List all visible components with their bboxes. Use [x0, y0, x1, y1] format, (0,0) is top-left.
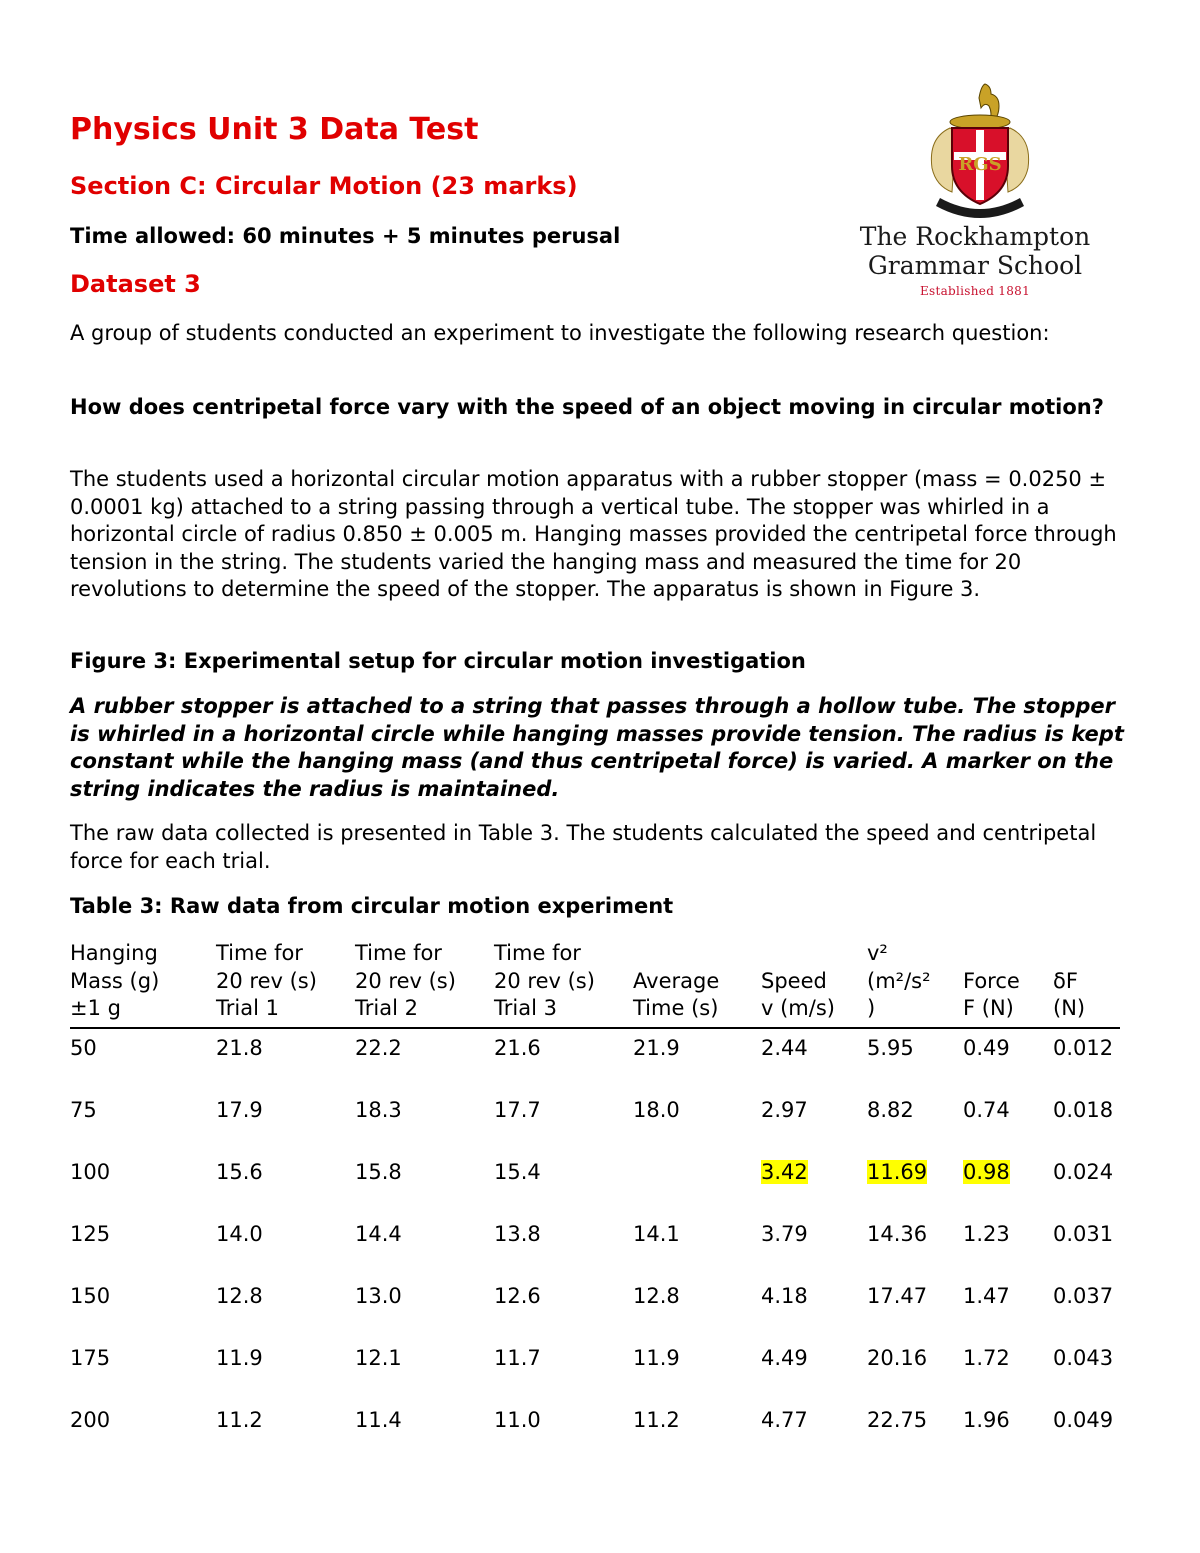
table-cell: [867, 1401, 963, 1463]
cell-value: 21.6: [494, 1035, 541, 1060]
table-cell: [1053, 1277, 1120, 1339]
cell-value: 12.8: [216, 1283, 263, 1308]
table-cell: [70, 1215, 216, 1277]
cell-value: 12.1: [355, 1345, 402, 1370]
cell-value: 15.8: [355, 1159, 402, 1184]
cell-value: 1.96: [963, 1407, 1010, 1432]
column-header-line: v (m/s): [761, 996, 835, 1020]
column-header-line: δF: [1053, 968, 1078, 993]
cell-value: 0.012: [1053, 1035, 1114, 1060]
table-row: [70, 1277, 1120, 1339]
column-header-line: F (N): [963, 996, 1014, 1020]
table-cell: [1053, 1401, 1120, 1463]
table-cell: [355, 1215, 494, 1277]
cell-value: 0.49: [963, 1035, 1010, 1060]
cell-value: 13.8: [494, 1221, 541, 1246]
table-cell: [216, 1277, 355, 1339]
table-row: [70, 1153, 1120, 1215]
table-cell: [494, 1339, 633, 1401]
column-header-line: Trial 3: [494, 996, 557, 1020]
table-cell: [70, 1028, 216, 1091]
cell-value: 0.049: [1053, 1407, 1114, 1432]
cell-value: 1.47: [963, 1283, 1010, 1308]
column-header: [633, 940, 761, 1028]
cell-value: 11.2: [216, 1407, 263, 1432]
table-row: [70, 1028, 1120, 1091]
table-cell: [494, 1277, 633, 1339]
cell-value: 3.79: [761, 1221, 808, 1246]
column-header-line: v²: [867, 941, 888, 965]
column-header: [963, 940, 1053, 1028]
table-cell: [867, 1091, 963, 1153]
column-header: [355, 940, 494, 1028]
table-cell: [1053, 1153, 1120, 1215]
column-header: [216, 940, 355, 1028]
table-cell: [494, 1028, 633, 1091]
school-name: [830, 222, 1120, 298]
cell-value: 21.9: [633, 1035, 680, 1060]
table-cell: [216, 1028, 355, 1091]
cell-value: 0.018: [1053, 1097, 1114, 1122]
table-cell: [633, 1028, 761, 1091]
column-header-line: Speed: [761, 968, 827, 993]
column-header: [494, 940, 633, 1028]
column-header-line: Time for: [494, 941, 581, 965]
cell-value: 5.95: [867, 1035, 914, 1060]
column-header-line: Trial 1: [216, 996, 279, 1020]
cell-value: 11.69: [867, 1159, 928, 1184]
cell-value: 11.4: [355, 1407, 402, 1432]
table-cell: [494, 1153, 633, 1215]
table-cell: [355, 1401, 494, 1463]
table-cell: [216, 1091, 355, 1153]
column-header-line: Force: [963, 968, 1020, 993]
cell-value: 125: [70, 1221, 111, 1246]
table-cell: [963, 1215, 1053, 1277]
table-cell: [963, 1091, 1053, 1153]
cell-value: 0.043: [1053, 1345, 1114, 1370]
table-title: Table 3: Raw data from circular motion experiment: [70, 894, 674, 918]
cell-value: 11.2: [633, 1407, 680, 1432]
research-question: How does centripetal force vary with the speed of an object moving in circular motion?: [70, 395, 1104, 419]
cell-value: 22.75: [867, 1407, 928, 1432]
table-cell: [494, 1091, 633, 1153]
time-allowed: Time allowed: 60 minutes + 5 minutes perusal: [70, 224, 621, 248]
table-row: [70, 1339, 1120, 1401]
table-cell: [355, 1028, 494, 1091]
cell-value: 4.77: [761, 1407, 808, 1432]
school-name-line2: Grammar School: [867, 251, 1083, 280]
cell-value: 1.72: [963, 1345, 1010, 1370]
method-paragraph: The students used a horizontal circular motion apparatus with a rubber stopper (mass = 0.0250 ± 0.0001 kg) attached to a string passing through a vertical tube. The stopper was whirled in a horizontal circle of radius 0.850 ± 0.005 m. Hanging masses provided the centripetal force through tension in the string. The students varied the hanging mass and measured the time for 20 revolutions to determine the speed of the stopper. The apparatus is shown in Figure 3.: [70, 467, 1117, 601]
table-cell: [633, 1091, 761, 1153]
cell-value: 11.7: [494, 1345, 541, 1370]
table-cell: [963, 1339, 1053, 1401]
school-established: Established 1881: [919, 284, 1031, 298]
school-name-line1: The Rockhampton: [859, 222, 1091, 251]
data-table: [70, 940, 1120, 1463]
table-cell: [761, 1215, 867, 1277]
table-cell: [70, 1339, 216, 1401]
table-cell: [70, 1153, 216, 1215]
page-title: Physics Unit 3 Data Test: [70, 112, 479, 147]
table-cell: [216, 1401, 355, 1463]
crest-letters: RGS: [958, 154, 1002, 175]
cell-value: 0.74: [963, 1097, 1010, 1122]
cell-value: 13.0: [355, 1283, 402, 1308]
table-cell: [867, 1339, 963, 1401]
table-cell: [1053, 1339, 1120, 1401]
cell-value: 14.36: [867, 1221, 928, 1246]
table-header-row: [70, 940, 1120, 1028]
table-cell: [761, 1339, 867, 1401]
cell-value: 18.0: [633, 1097, 680, 1122]
cell-value: 20.16: [867, 1345, 928, 1370]
cell-value: 175: [70, 1345, 111, 1370]
cell-value: 150: [70, 1283, 111, 1308]
table-cell: [633, 1339, 761, 1401]
cell-value: 8.82: [867, 1097, 914, 1122]
table-cell: [633, 1215, 761, 1277]
cell-value: 4.49: [761, 1345, 808, 1370]
table-cell: [867, 1028, 963, 1091]
cell-value: 14.0: [216, 1221, 263, 1246]
table-cell: [355, 1091, 494, 1153]
cell-value: 12.6: [494, 1283, 541, 1308]
cell-value: 15.6: [216, 1159, 263, 1184]
table-row: [70, 1401, 1120, 1463]
cell-value: 12.8: [633, 1283, 680, 1308]
table-cell: [216, 1215, 355, 1277]
cell-value: 100: [70, 1159, 111, 1184]
section-heading: Section C: Circular Motion (23 marks): [70, 172, 578, 200]
column-header-line: Time for: [355, 941, 442, 965]
table-cell: [355, 1339, 494, 1401]
column-header: [761, 940, 867, 1028]
column-header-line: Average: [633, 968, 720, 993]
cell-value: 17.9: [216, 1097, 263, 1122]
table-row: [70, 1215, 1120, 1277]
table-cell: [963, 1277, 1053, 1339]
table-cell: [963, 1153, 1053, 1215]
cell-value: 15.4: [494, 1159, 541, 1184]
cell-value: 14.4: [355, 1221, 402, 1246]
table-cell: [867, 1277, 963, 1339]
column-header: [70, 940, 216, 1028]
table-cell: [355, 1277, 494, 1339]
cell-value: 22.2: [355, 1035, 402, 1060]
cell-value: 11.0: [494, 1407, 541, 1432]
cell-value: 75: [70, 1097, 97, 1122]
table-cell: [761, 1091, 867, 1153]
figure-title: Figure 3: Experimental setup for circular motion investigation: [70, 649, 806, 673]
column-header-line: Time (s): [633, 996, 719, 1020]
column-header: [867, 940, 963, 1028]
column-header-line: Mass (g): [70, 968, 160, 993]
cell-value: 21.8: [216, 1035, 263, 1060]
table-cell: [761, 1153, 867, 1215]
raw-data-paragraph: The raw data collected is presented in Table 3. The students calculated the speed and centripetal force for each trial.: [70, 821, 1097, 873]
cell-value: 11.9: [216, 1345, 263, 1370]
column-header-line: ±1 g: [70, 996, 121, 1020]
cell-value: 4.18: [761, 1283, 808, 1308]
table-cell: [633, 1153, 761, 1215]
dataset-heading: Dataset 3: [70, 270, 201, 298]
table-cell: [216, 1153, 355, 1215]
table-cell: [963, 1028, 1053, 1091]
table-cell: [867, 1153, 963, 1215]
intro-paragraph: A group of students conducted an experiment to investigate the following research question:: [70, 321, 1050, 345]
table-cell: [633, 1277, 761, 1339]
table-row: [70, 1091, 1120, 1153]
table-cell: [761, 1401, 867, 1463]
table-cell: [963, 1401, 1053, 1463]
cell-value: 0.024: [1053, 1159, 1114, 1184]
column-header: [1053, 940, 1120, 1028]
column-header-line: Time for: [216, 941, 303, 965]
table-cell: [216, 1339, 355, 1401]
cell-value: 2.97: [761, 1097, 808, 1122]
column-header-line: (m²/s²: [867, 968, 931, 993]
cell-value: 0.031: [1053, 1221, 1114, 1246]
column-header-line: 20 rev (s): [216, 968, 317, 993]
table-cell: [761, 1277, 867, 1339]
column-header-line: (N): [1053, 996, 1086, 1020]
column-header-line: Hanging: [70, 941, 158, 965]
table-cell: [1053, 1028, 1120, 1091]
cell-value: 14.1: [633, 1221, 680, 1246]
column-header-line: ): [867, 996, 876, 1020]
table-cell: [355, 1153, 494, 1215]
figure-caption: A rubber stopper is attached to a string that passes through a hollow tube. The stopper is whirled in a horizontal circle while hanging masses provide tension. The radius is kept constant while the hanging mass (and thus centripetal force) is varied. A marker on the string indicates the radius is maintained.: [70, 694, 1124, 801]
table-cell: [1053, 1215, 1120, 1277]
table-cell: [494, 1215, 633, 1277]
table-cell: [633, 1401, 761, 1463]
column-header-line: Trial 2: [355, 996, 418, 1020]
table-cell: [867, 1215, 963, 1277]
cell-value: 1.23: [963, 1221, 1010, 1246]
table-cell: [70, 1401, 216, 1463]
cell-value: 17.47: [867, 1283, 928, 1308]
cell-value: 0.98: [963, 1159, 1010, 1184]
column-header-line: 20 rev (s): [355, 968, 456, 993]
cell-value: 18.3: [355, 1097, 402, 1122]
table-cell: [70, 1277, 216, 1339]
cell-value: 17.7: [494, 1097, 541, 1122]
cell-value: 200: [70, 1407, 111, 1432]
cell-value: 2.44: [761, 1035, 808, 1060]
column-header-line: 20 rev (s): [494, 968, 595, 993]
table-cell: [761, 1028, 867, 1091]
cell-value: 11.9: [633, 1345, 680, 1370]
cell-value: 0.037: [1053, 1283, 1114, 1308]
cell-value: 50: [70, 1035, 97, 1060]
cell-value: 3.42: [761, 1159, 808, 1184]
table-cell: [494, 1401, 633, 1463]
table-cell: [70, 1091, 216, 1153]
table-cell: [1053, 1091, 1120, 1153]
school-crest-icon: [830, 80, 1130, 220]
